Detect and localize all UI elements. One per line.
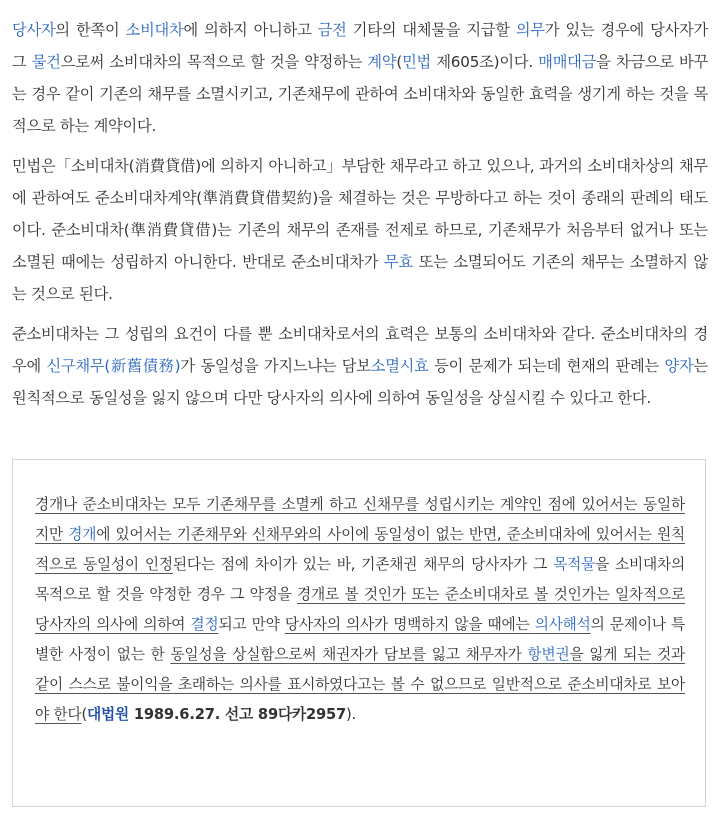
- text-run: 기타의 대체물을 지급할: [346, 21, 516, 39]
- quote-run: ).: [346, 706, 357, 723]
- link-daebeobwon[interactable]: 대법원: [86, 706, 129, 723]
- link-gyeyak[interactable]: 계약: [367, 53, 397, 71]
- quote-run: 경개나 준소비대차는 모두 기존채무를 소멸케 하고 신채무를 성립시키는 계약인 점에 있어서는 동일하지만: [35, 496, 685, 543]
- link-minbeop[interactable]: 민법: [402, 53, 432, 71]
- text-run: 또는 소멸되어도 기존의 채무는 소멸하지 않는 것으로 된다.: [12, 253, 708, 303]
- link-sinyuchaemu[interactable]: 신구채무(新舊債務): [46, 357, 181, 375]
- quote-run: 동일성을 상실함으로써 채권자가 담보를 잃고 채무자가: [170, 646, 528, 663]
- quote-run: 의 문제이나 특별한 사정이 없는 한: [35, 616, 685, 663]
- link-hangbyeongwon[interactable]: 항변권: [527, 646, 570, 663]
- link-muhyo[interactable]: 무효: [384, 253, 413, 271]
- paragraph-definition: [12, 14, 708, 142]
- quote-run: 당사자의 의사가 명백하지 않을 때에는: [284, 616, 535, 633]
- link-uisahaeseok[interactable]: 의사해석: [534, 616, 591, 633]
- text-run: 민법은「소비대차(消費貸借)에 의하지 아니하고」부담한 채무라고 하고 있으나, 과거의 소비대차상의 채무에 관하여도 준소비대차계약(準消費貸借契約)을 체결하는 것은 무방하다고 하는 것이 종래의 판례의 태도이다. 준소비대차(準消費貸借)는 기존의 채무의 존재를 전제로 하므로, 기존채무가 처음부터 없거나 또는 소멸된 때에는 성립하지 아니한다. 반대로 준소비대차가: [12, 157, 708, 271]
- text-run: 는 원칙적으로 동일성을 잃지 않으며 다만 당사자의 의사에 의하여 동일성을 상실시킬 수 있다고 한다.: [12, 357, 708, 407]
- link-uimu[interactable]: 의무: [515, 21, 545, 39]
- quote-box: [12, 459, 706, 807]
- link-yangja[interactable]: 양자: [664, 357, 694, 375]
- text-run: 가 있는 경우에 당사자가 그: [12, 21, 708, 71]
- text-run: (: [396, 53, 403, 71]
- link-sobidaecha[interactable]: 소비대차: [125, 21, 184, 39]
- quote-run: 된다는 점에 차이가 있는 바, 기존채권 채무의 당사자가 그: [172, 556, 554, 573]
- paragraph-requirements: [12, 318, 708, 414]
- text-run: 제605조)이다.: [431, 53, 539, 71]
- text-run: 등이 문제가 되는데 현재의 판례는: [428, 357, 665, 375]
- quote-run: 되고 만약: [218, 616, 285, 633]
- link-maemaedaegeum[interactable]: 매매대금: [538, 53, 597, 71]
- link-somyeolsihyo[interactable]: 소멸시효: [370, 357, 429, 375]
- link-mulgeon[interactable]: 물건: [31, 53, 61, 71]
- quote-run: 을 잃게 되는 것과 같이 스스로 불이익을 초래하는 의사를 표시하였다고는 볼 수 없으므로 일반적으로 준소비대차로 보아야 한다: [35, 646, 686, 723]
- link-gyeonggae[interactable]: 경개: [68, 526, 97, 543]
- quote-run: (: [81, 706, 87, 723]
- paragraph-civil-law: [12, 150, 708, 310]
- quote-text: [35, 490, 685, 730]
- text-run: 에 의하지 아니하고: [183, 21, 318, 39]
- text-run: 으로써 소비대차의 목적으로 할 것을 약정하는: [60, 53, 368, 71]
- link-dangsaja[interactable]: 당사자: [12, 21, 56, 39]
- link-mokjeokmul[interactable]: 목적물: [553, 556, 596, 573]
- case-citation: 1989.6.27. 선고 89다카2957: [128, 706, 347, 723]
- text-run: 준소비대차는 그 성립의 요건이 다를 뿐 소비대차로서의 효력은 보통의 소비대차와 같다. 준소비대차의 경우에: [12, 325, 708, 375]
- quote-run: 을 소비대차의 목적으로 할 것을 약정한 경우 그 약정을: [35, 556, 685, 603]
- text-run: 의 한쪽이: [55, 21, 126, 39]
- quote-run: 경개로 볼 것인가 또는 준소비대차로 볼 것인가는 일차적으로 당사자의 의사에 의하여: [35, 586, 685, 633]
- text-run: 을 차금으로 바꾸는 경우 같이 기존의 채무를 소멸시키고, 기존채무에 관하여 소비대차와 동일한 효력을 생기게 하는 것을 목적으로 하는 계약이다.: [12, 53, 708, 135]
- link-geumjeon[interactable]: 금전: [317, 21, 347, 39]
- link-gyeoljeong[interactable]: 결정: [190, 616, 219, 633]
- quote-run: 에 있어서는 기존채무와 신채무와의 사이에 동일성이 없는 반면, 준소비대차에 있어서는 원칙적으로 동일성이 인정: [35, 526, 685, 573]
- text-run: 가 동일성을 가지느냐는 담보: [180, 357, 371, 375]
